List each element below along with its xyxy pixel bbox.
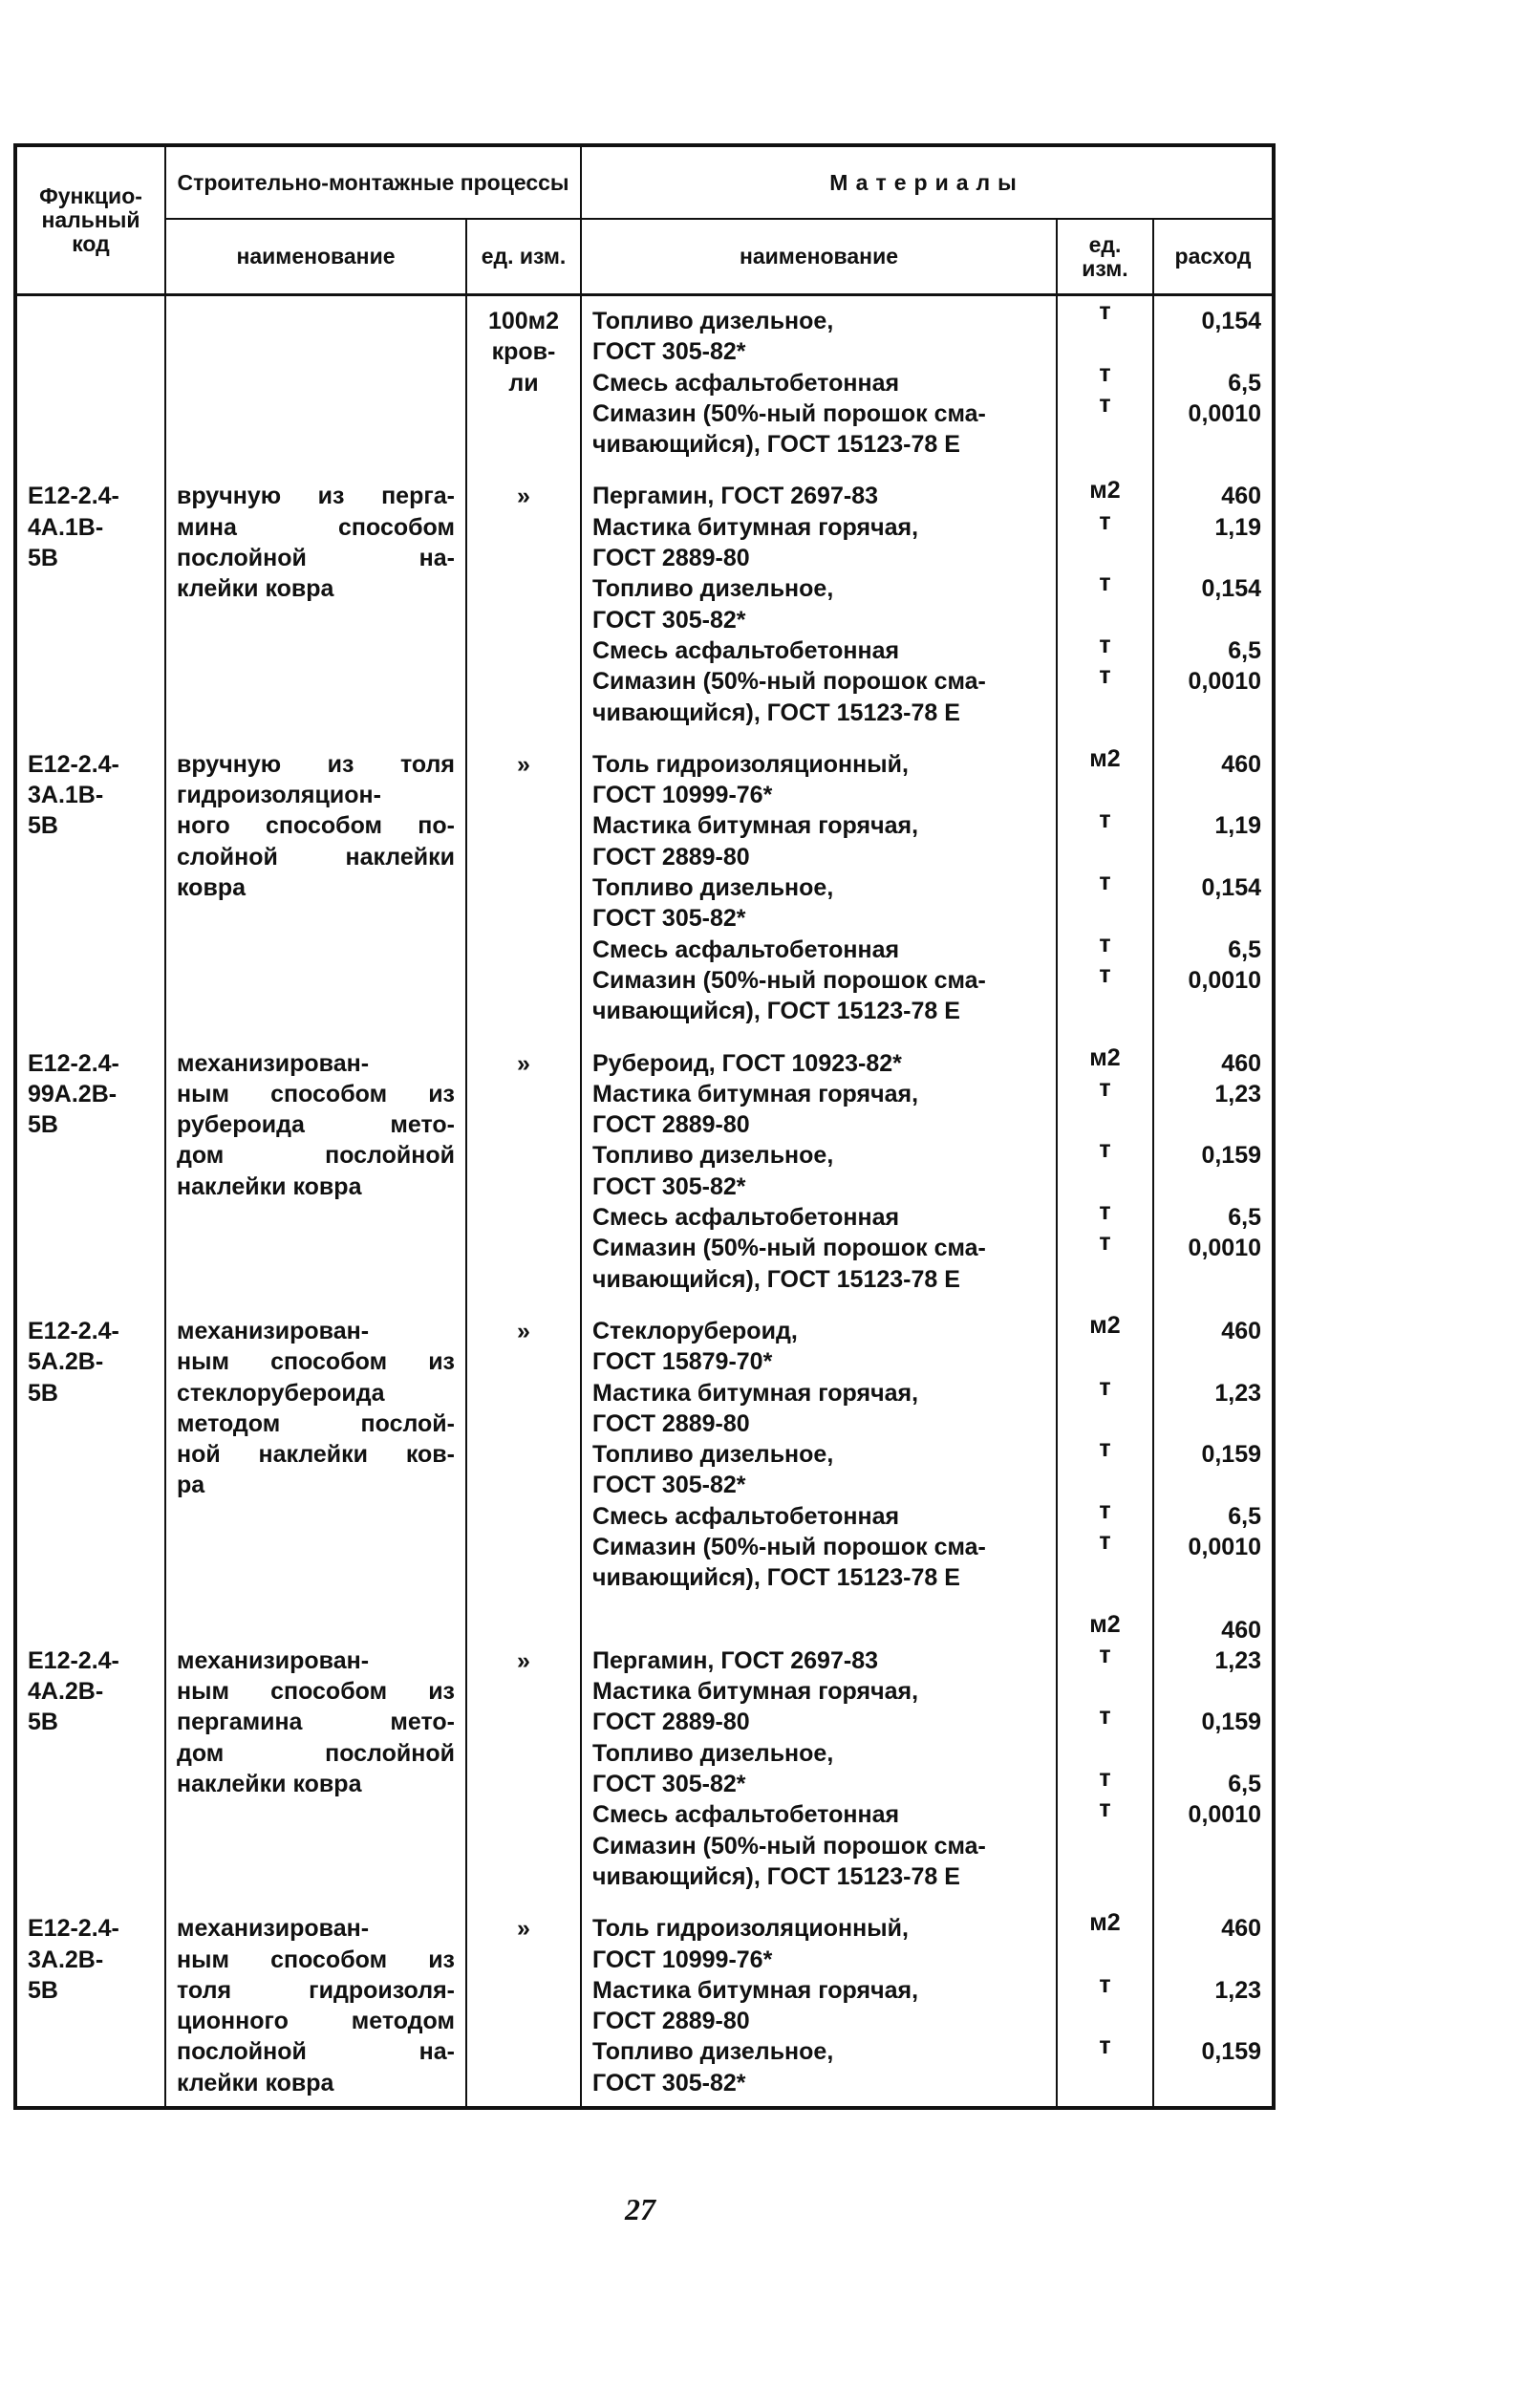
process-name-cell <box>165 1310 466 1609</box>
rate-line: 0,154 <box>1201 874 1262 902</box>
material-unit-line: м2 <box>1089 1043 1121 1071</box>
code-line <box>28 1615 154 1645</box>
material-name-cell <box>581 1310 1057 1609</box>
code-line: Е12-2.4- <box>28 1646 119 1674</box>
rate-line <box>1165 698 1261 728</box>
material-rate-cell <box>1153 1310 1274 1609</box>
process-line: ной наклейки ков- <box>177 1441 455 1469</box>
header-material-rate: расход <box>1153 219 1274 295</box>
process-line: механизирован- <box>177 1915 370 1943</box>
unit-line: » <box>517 483 530 510</box>
material-line: чивающийся), ГОСТ 15123-78 Е <box>592 1862 960 1890</box>
code-line: 3А.2В- <box>28 1946 104 1973</box>
process-line: послойной на- <box>177 545 455 572</box>
material-unit-line <box>1060 537 1150 568</box>
rate-line: 0,0010 <box>1188 1235 1262 1262</box>
code-cell <box>15 1310 165 1609</box>
process-line: послойной на- <box>177 2038 455 2066</box>
unit-line: кров- <box>491 338 556 366</box>
process-name-cell <box>165 743 466 1043</box>
material-unit-cell <box>1057 475 1153 742</box>
material-line: Мастика битумная горячая, <box>592 1080 919 1107</box>
header-material-unit: ед. изм. <box>1057 219 1153 295</box>
material-unit-cell <box>1057 1907 1153 2108</box>
rate-line: 0,154 <box>1201 308 1262 334</box>
code-line: 5В <box>28 1111 58 1139</box>
rate-line: 0,0010 <box>1188 1801 1262 1829</box>
material-rate-cell <box>1153 743 1274 1043</box>
process-line <box>177 1615 455 1645</box>
process-line: механизирован- <box>177 1646 370 1674</box>
material-line: чивающийся), ГОСТ 15123-78 Е <box>592 699 960 726</box>
code-line: Е12-2.4- <box>28 1049 119 1077</box>
process-line: ным способом из <box>177 1678 455 1706</box>
material-rate-cell <box>1153 295 1274 476</box>
material-unit-line: т <box>1099 1527 1111 1555</box>
unit-line: » <box>517 1049 530 1077</box>
code-line: 5А.2В- <box>28 1348 104 1376</box>
rate-line: 1,23 <box>1214 1379 1262 1407</box>
process-line: вручную из перга- <box>177 483 455 510</box>
process-line: механизирован- <box>177 1317 370 1344</box>
rate-line: 0,159 <box>1201 1709 1262 1736</box>
process-line: ного способом по- <box>177 812 455 840</box>
material-line <box>592 1615 1045 1645</box>
material-line: Смесь асфальтобетонная <box>592 636 900 664</box>
code-line: 5В <box>28 1379 58 1407</box>
process-line: вручную из толя <box>177 750 455 778</box>
process-line: ра <box>177 1472 205 1499</box>
material-unit-line: м2 <box>1089 1909 1121 1937</box>
material-unit-line <box>1060 2062 1150 2093</box>
material-rate-cell <box>1153 1609 1274 1908</box>
code-line: 5В <box>28 545 58 572</box>
material-line: Мастика битумная горячая, <box>592 513 919 541</box>
code-cell <box>15 1043 165 1310</box>
rate-line <box>1165 605 1261 635</box>
rate-line <box>1165 336 1261 367</box>
material-unit-line <box>1060 1166 1150 1196</box>
unit-line: » <box>517 1646 530 1674</box>
material-name-cell <box>581 743 1057 1043</box>
material-line: Симазин (50%-ный порошок сма- <box>592 1832 986 1860</box>
rate-line: 0,159 <box>1201 1142 1262 1170</box>
material-unit-line: м2 <box>1089 744 1121 772</box>
rate-line <box>1165 543 1261 573</box>
material-unit-line <box>1060 774 1150 805</box>
code-line <box>28 336 154 367</box>
material-unit-line: т <box>1099 298 1111 325</box>
rate-line: 1,23 <box>1214 1976 1262 2004</box>
material-line: ГОСТ 2889-80 <box>592 1409 750 1437</box>
material-unit-line: т <box>1099 1496 1111 1524</box>
rate-line <box>1165 429 1261 460</box>
material-unit-cell <box>1057 1043 1153 1310</box>
header-process-name: наименование <box>165 219 466 295</box>
process-line: наклейки ковра <box>177 1771 362 1798</box>
material-unit-line <box>1060 1557 1150 1587</box>
material-unit-line: т <box>1099 631 1111 658</box>
material-line: ГОСТ 15879-70* <box>592 1348 773 1376</box>
process-line: рубероида мето- <box>177 1111 455 1139</box>
material-name-cell <box>581 1907 1057 2108</box>
material-line: ГОСТ 305-82* <box>592 338 746 366</box>
rate-line <box>1165 903 1261 934</box>
material-unit-line: т <box>1099 1765 1111 1793</box>
material-line: Симазин (50%-ный порошок сма- <box>592 966 986 994</box>
material-unit-line <box>1060 1104 1150 1134</box>
rate-line: 1,19 <box>1214 513 1262 541</box>
material-unit-line <box>1060 1825 1150 1856</box>
material-unit-line <box>1060 1732 1150 1763</box>
rate-line <box>1165 1264 1261 1295</box>
process-unit-cell <box>466 1907 581 2108</box>
material-line: Мастика битумная горячая, <box>592 1379 919 1407</box>
material-unit-line <box>1060 1403 1150 1433</box>
material-rate-cell <box>1153 475 1274 742</box>
material-line: Пергамин, ГОСТ 2697-83 <box>592 1646 878 1674</box>
code-line <box>28 306 154 336</box>
material-unit-line: т <box>1099 930 1111 957</box>
unit-line: ли <box>508 369 539 397</box>
material-unit-line <box>1060 1258 1150 1289</box>
material-unit-line: м2 <box>1089 1311 1121 1339</box>
process-line <box>177 306 455 336</box>
rate-line: 0,154 <box>1201 575 1262 603</box>
material-unit-line: т <box>1099 1229 1111 1257</box>
process-line <box>177 336 455 367</box>
material-unit-line <box>1060 692 1150 722</box>
process-line: гидроизоляцион- <box>177 782 381 809</box>
material-line: чивающийся), ГОСТ 15123-78 Е <box>592 431 960 459</box>
process-line <box>177 368 455 398</box>
material-unit-line <box>1060 990 1150 1021</box>
process-line: ционного методом <box>177 2008 455 2035</box>
rate-line <box>1165 1831 1261 1861</box>
process-line: мина способом <box>177 513 455 541</box>
material-line: Топливо дизельное, <box>592 2038 834 2066</box>
code-line: 4А.1В- <box>28 513 104 541</box>
material-unit-line: т <box>1099 390 1111 418</box>
code-line: 4А.2В- <box>28 1678 104 1706</box>
material-unit-line <box>1060 599 1150 630</box>
process-line: ным способом из <box>177 1348 455 1376</box>
material-name-cell <box>581 295 1057 476</box>
table-row <box>15 1907 1274 2108</box>
material-line: ГОСТ 305-82* <box>592 1172 746 1200</box>
rate-line: 460 <box>1221 483 1262 510</box>
process-line: ным способом из <box>177 1946 455 1973</box>
material-line: Топливо дизельное, <box>592 1441 834 1469</box>
material-unit-cell <box>1057 1609 1153 1908</box>
code-line: Е12-2.4- <box>28 483 119 510</box>
table-row <box>15 475 1274 742</box>
material-line: Рубероид, ГОСТ 10923-82* <box>592 1049 902 1077</box>
code-line <box>28 368 154 398</box>
material-line: чивающийся), ГОСТ 15123-78 Е <box>592 998 960 1025</box>
material-name-cell <box>581 475 1057 742</box>
material-unit-line: т <box>1099 869 1111 896</box>
process-unit-cell <box>466 1043 581 1310</box>
material-line: Смесь асфальтобетонная <box>592 935 900 963</box>
material-name-cell <box>581 1043 1057 1310</box>
material-unit-line: т <box>1099 1435 1111 1463</box>
material-unit-line: т <box>1099 1795 1111 1823</box>
material-line: ГОСТ 305-82* <box>592 1771 746 1798</box>
material-unit-line <box>1060 1939 1150 1969</box>
process-line: слойной наклейки <box>177 843 455 871</box>
material-unit-line <box>1060 897 1150 928</box>
rate-line <box>1165 1408 1261 1439</box>
page-number: 27 <box>625 2192 655 2226</box>
code-line: 5В <box>28 1709 58 1736</box>
material-line: Топливо дизельное, <box>592 575 834 603</box>
header-materials: Материалы <box>581 145 1274 219</box>
material-line: чивающийся), ГОСТ 15123-78 Е <box>592 1564 960 1592</box>
material-line: Толь гидроизоляционный, <box>592 1915 909 1943</box>
unit-line: » <box>517 750 530 778</box>
table-body <box>15 295 1274 2109</box>
material-line: ГОСТ 305-82* <box>592 2069 746 2096</box>
rate-line: 6,5 <box>1228 1204 1262 1232</box>
header-material-name: наименование <box>581 219 1057 295</box>
material-unit-cell <box>1057 295 1153 476</box>
rate-line: 460 <box>1221 1049 1262 1077</box>
rate-line: 6,5 <box>1228 636 1262 664</box>
process-line: клейки ковра <box>177 575 334 603</box>
code-cell <box>15 1609 165 1908</box>
rate-line <box>1165 780 1261 810</box>
material-rate-cell <box>1153 1043 1274 1310</box>
rate-line <box>1165 1861 1261 1892</box>
material-line: Стеклорубероид, <box>592 1317 798 1344</box>
material-line: Мастика битумная горячая, <box>592 1976 919 2004</box>
rate-line: 0,0010 <box>1188 399 1262 427</box>
material-unit-line <box>1060 419 1150 450</box>
rate-line <box>1165 1676 1261 1707</box>
code-cell <box>15 743 165 1043</box>
material-line: ГОСТ 305-82* <box>592 1472 746 1499</box>
process-line: механизирован- <box>177 1049 370 1077</box>
table-row <box>15 1310 1274 1609</box>
process-line: методом послой- <box>177 1409 455 1437</box>
process-line: клейки ковра <box>177 2069 334 2096</box>
material-line: Симазин (50%-ный порошок сма- <box>592 1235 986 1262</box>
header-process-unit: ед. изм. <box>466 219 581 295</box>
rate-line <box>1165 842 1261 872</box>
header-row-top <box>15 145 1274 219</box>
rate-line: 1,23 <box>1214 1646 1262 1674</box>
unit-line: 100м2 <box>487 308 560 334</box>
code-cell <box>15 475 165 742</box>
process-line: дом послойной <box>177 1739 455 1767</box>
material-line: Топливо дизельное, <box>592 1142 834 1170</box>
rate-line <box>1165 1470 1261 1500</box>
rate-line: 0,0010 <box>1188 966 1262 994</box>
material-unit-line <box>1060 2000 1150 2031</box>
material-line: ГОСТ 2889-80 <box>592 545 750 572</box>
header-row-bottom <box>15 219 1274 295</box>
rate-line <box>1165 1346 1261 1377</box>
table-row <box>15 1609 1274 1908</box>
table-row <box>15 1043 1274 1310</box>
table-row <box>15 295 1274 476</box>
material-line: ГОСТ 2889-80 <box>592 1111 750 1139</box>
material-unit-line: т <box>1099 1703 1111 1731</box>
material-unit-line: т <box>1099 1970 1111 1998</box>
process-line: пергамина мето- <box>177 1709 455 1736</box>
material-line: Симазин (50%-ный порошок сма- <box>592 399 986 427</box>
material-unit-line: т <box>1099 806 1111 834</box>
material-line: Толь гидроизоляционный, <box>592 750 909 778</box>
material-line: ГОСТ 2889-80 <box>592 2008 750 2035</box>
rate-line: 1,19 <box>1214 812 1262 840</box>
code-cell <box>15 1907 165 2108</box>
rate-line <box>1165 1109 1261 1140</box>
material-unit-line <box>1060 1464 1150 1494</box>
rate-line <box>1165 2068 1261 2098</box>
material-line: Симазин (50%-ный порошок сма- <box>592 668 986 696</box>
material-line: ГОСТ 2889-80 <box>592 843 750 871</box>
material-line: Смесь асфальтобетонная <box>592 369 900 397</box>
material-line: Смесь асфальтобетонная <box>592 1204 900 1232</box>
rate-line: 1,23 <box>1214 1080 1262 1107</box>
material-unit-line: т <box>1099 1641 1111 1668</box>
code-line: 3А.1В- <box>28 782 104 809</box>
material-line: ГОСТ 305-82* <box>592 905 746 933</box>
rate-line <box>1165 1172 1261 1202</box>
material-line: Симазин (50%-ный порошок сма- <box>592 1533 986 1560</box>
rate-line: 460 <box>1221 1616 1262 1644</box>
material-unit-line: м2 <box>1089 1610 1121 1638</box>
rate-line: 6,5 <box>1228 1771 1262 1798</box>
rate-line <box>1165 1945 1261 1975</box>
process-unit-cell <box>466 295 581 476</box>
material-unit-line: т <box>1099 2032 1111 2060</box>
process-name-cell <box>165 295 466 476</box>
material-line: ГОСТ 10999-76* <box>592 782 773 809</box>
process-line: ковра <box>177 874 246 902</box>
material-name-cell <box>581 1609 1057 1908</box>
rate-line: 6,5 <box>1228 935 1262 963</box>
process-name-cell <box>165 1609 466 1908</box>
material-unit-line: т <box>1099 359 1111 387</box>
rate-line: 0,0010 <box>1188 1533 1262 1560</box>
rate-line: 0,0010 <box>1188 668 1262 696</box>
rate-line: 0,159 <box>1201 2038 1262 2066</box>
material-line: Смесь асфальтобетонная <box>592 1801 900 1829</box>
rate-line <box>1165 1562 1261 1593</box>
code-line: Е12-2.4- <box>28 750 119 778</box>
code-line: 5В <box>28 812 58 840</box>
material-unit-line: т <box>1099 662 1111 690</box>
material-unit-line <box>1060 1670 1150 1701</box>
material-unit-line: т <box>1099 960 1111 988</box>
rate-line: 0,159 <box>1201 1441 1262 1469</box>
table-row <box>15 743 1274 1043</box>
material-rate-cell <box>1153 1907 1274 2108</box>
rate-line <box>1165 996 1261 1026</box>
process-unit-cell <box>466 1310 581 1609</box>
material-line: чивающийся), ГОСТ 15123-78 Е <box>592 1265 960 1293</box>
code-line: Е12-2.4- <box>28 1317 119 1344</box>
material-line: Топливо дизельное, <box>592 308 834 334</box>
materials-table <box>13 143 1276 2110</box>
process-line: стеклорубероида <box>177 1379 385 1407</box>
rate-line: 6,5 <box>1228 369 1262 397</box>
unit-line <box>478 1615 569 1645</box>
process-name-cell <box>165 475 466 742</box>
process-line: толя гидроизоля- <box>177 1976 455 2004</box>
unit-line: » <box>517 1915 530 1943</box>
process-line: ным способом из <box>177 1080 455 1107</box>
process-name-cell <box>165 1043 466 1310</box>
material-line: Мастика битумная горячая, <box>592 812 919 840</box>
rate-line: 460 <box>1221 750 1262 778</box>
header-code: Функцио-нальный код <box>15 145 165 295</box>
material-unit-line: м2 <box>1089 477 1121 505</box>
material-unit-cell <box>1057 1310 1153 1609</box>
code-line: Е12-2.4- <box>28 1915 119 1943</box>
material-line: ГОСТ 305-82* <box>592 606 746 634</box>
material-unit-line: т <box>1099 570 1111 597</box>
header-processes: Строительно-монтажные процессы <box>165 145 581 219</box>
material-unit-line: т <box>1099 1373 1111 1401</box>
material-unit-line: т <box>1099 507 1111 535</box>
process-name-cell <box>165 1907 466 2108</box>
material-unit-cell <box>1057 743 1153 1043</box>
material-unit-line <box>1060 1856 1150 1886</box>
rate-line: 460 <box>1221 1915 1262 1943</box>
material-unit-line <box>1060 1341 1150 1371</box>
process-unit-cell <box>466 475 581 742</box>
material-line: ГОСТ 10999-76* <box>592 1946 773 1973</box>
material-unit-line <box>1060 327 1150 357</box>
process-line: дом послойной <box>177 1142 455 1170</box>
material-line: Топливо дизельное, <box>592 1739 834 1767</box>
material-unit-line <box>1060 836 1150 867</box>
rate-line: 460 <box>1221 1317 1262 1344</box>
process-unit-cell <box>466 743 581 1043</box>
code-cell <box>15 295 165 476</box>
process-line: наклейки ковра <box>177 1172 362 1200</box>
material-line: Пергамин, ГОСТ 2697-83 <box>592 483 878 510</box>
unit-line: » <box>517 1317 530 1344</box>
rate-line: 6,5 <box>1228 1502 1262 1530</box>
code-line: 5В <box>28 1976 58 2004</box>
material-unit-line: т <box>1099 1136 1111 1164</box>
material-line: Мастика битумная горячая, <box>592 1678 919 1706</box>
material-line: Смесь асфальтобетонная <box>592 1502 900 1530</box>
process-unit-cell <box>466 1609 581 1908</box>
material-unit-line: т <box>1099 1074 1111 1102</box>
code-line: 99А.2В- <box>28 1080 118 1107</box>
rate-line <box>1165 2006 1261 2036</box>
rate-line <box>1165 1738 1261 1769</box>
material-unit-line: т <box>1099 1198 1111 1226</box>
material-line: Топливо дизельное, <box>592 874 834 902</box>
material-line: ГОСТ 2889-80 <box>592 1709 750 1736</box>
